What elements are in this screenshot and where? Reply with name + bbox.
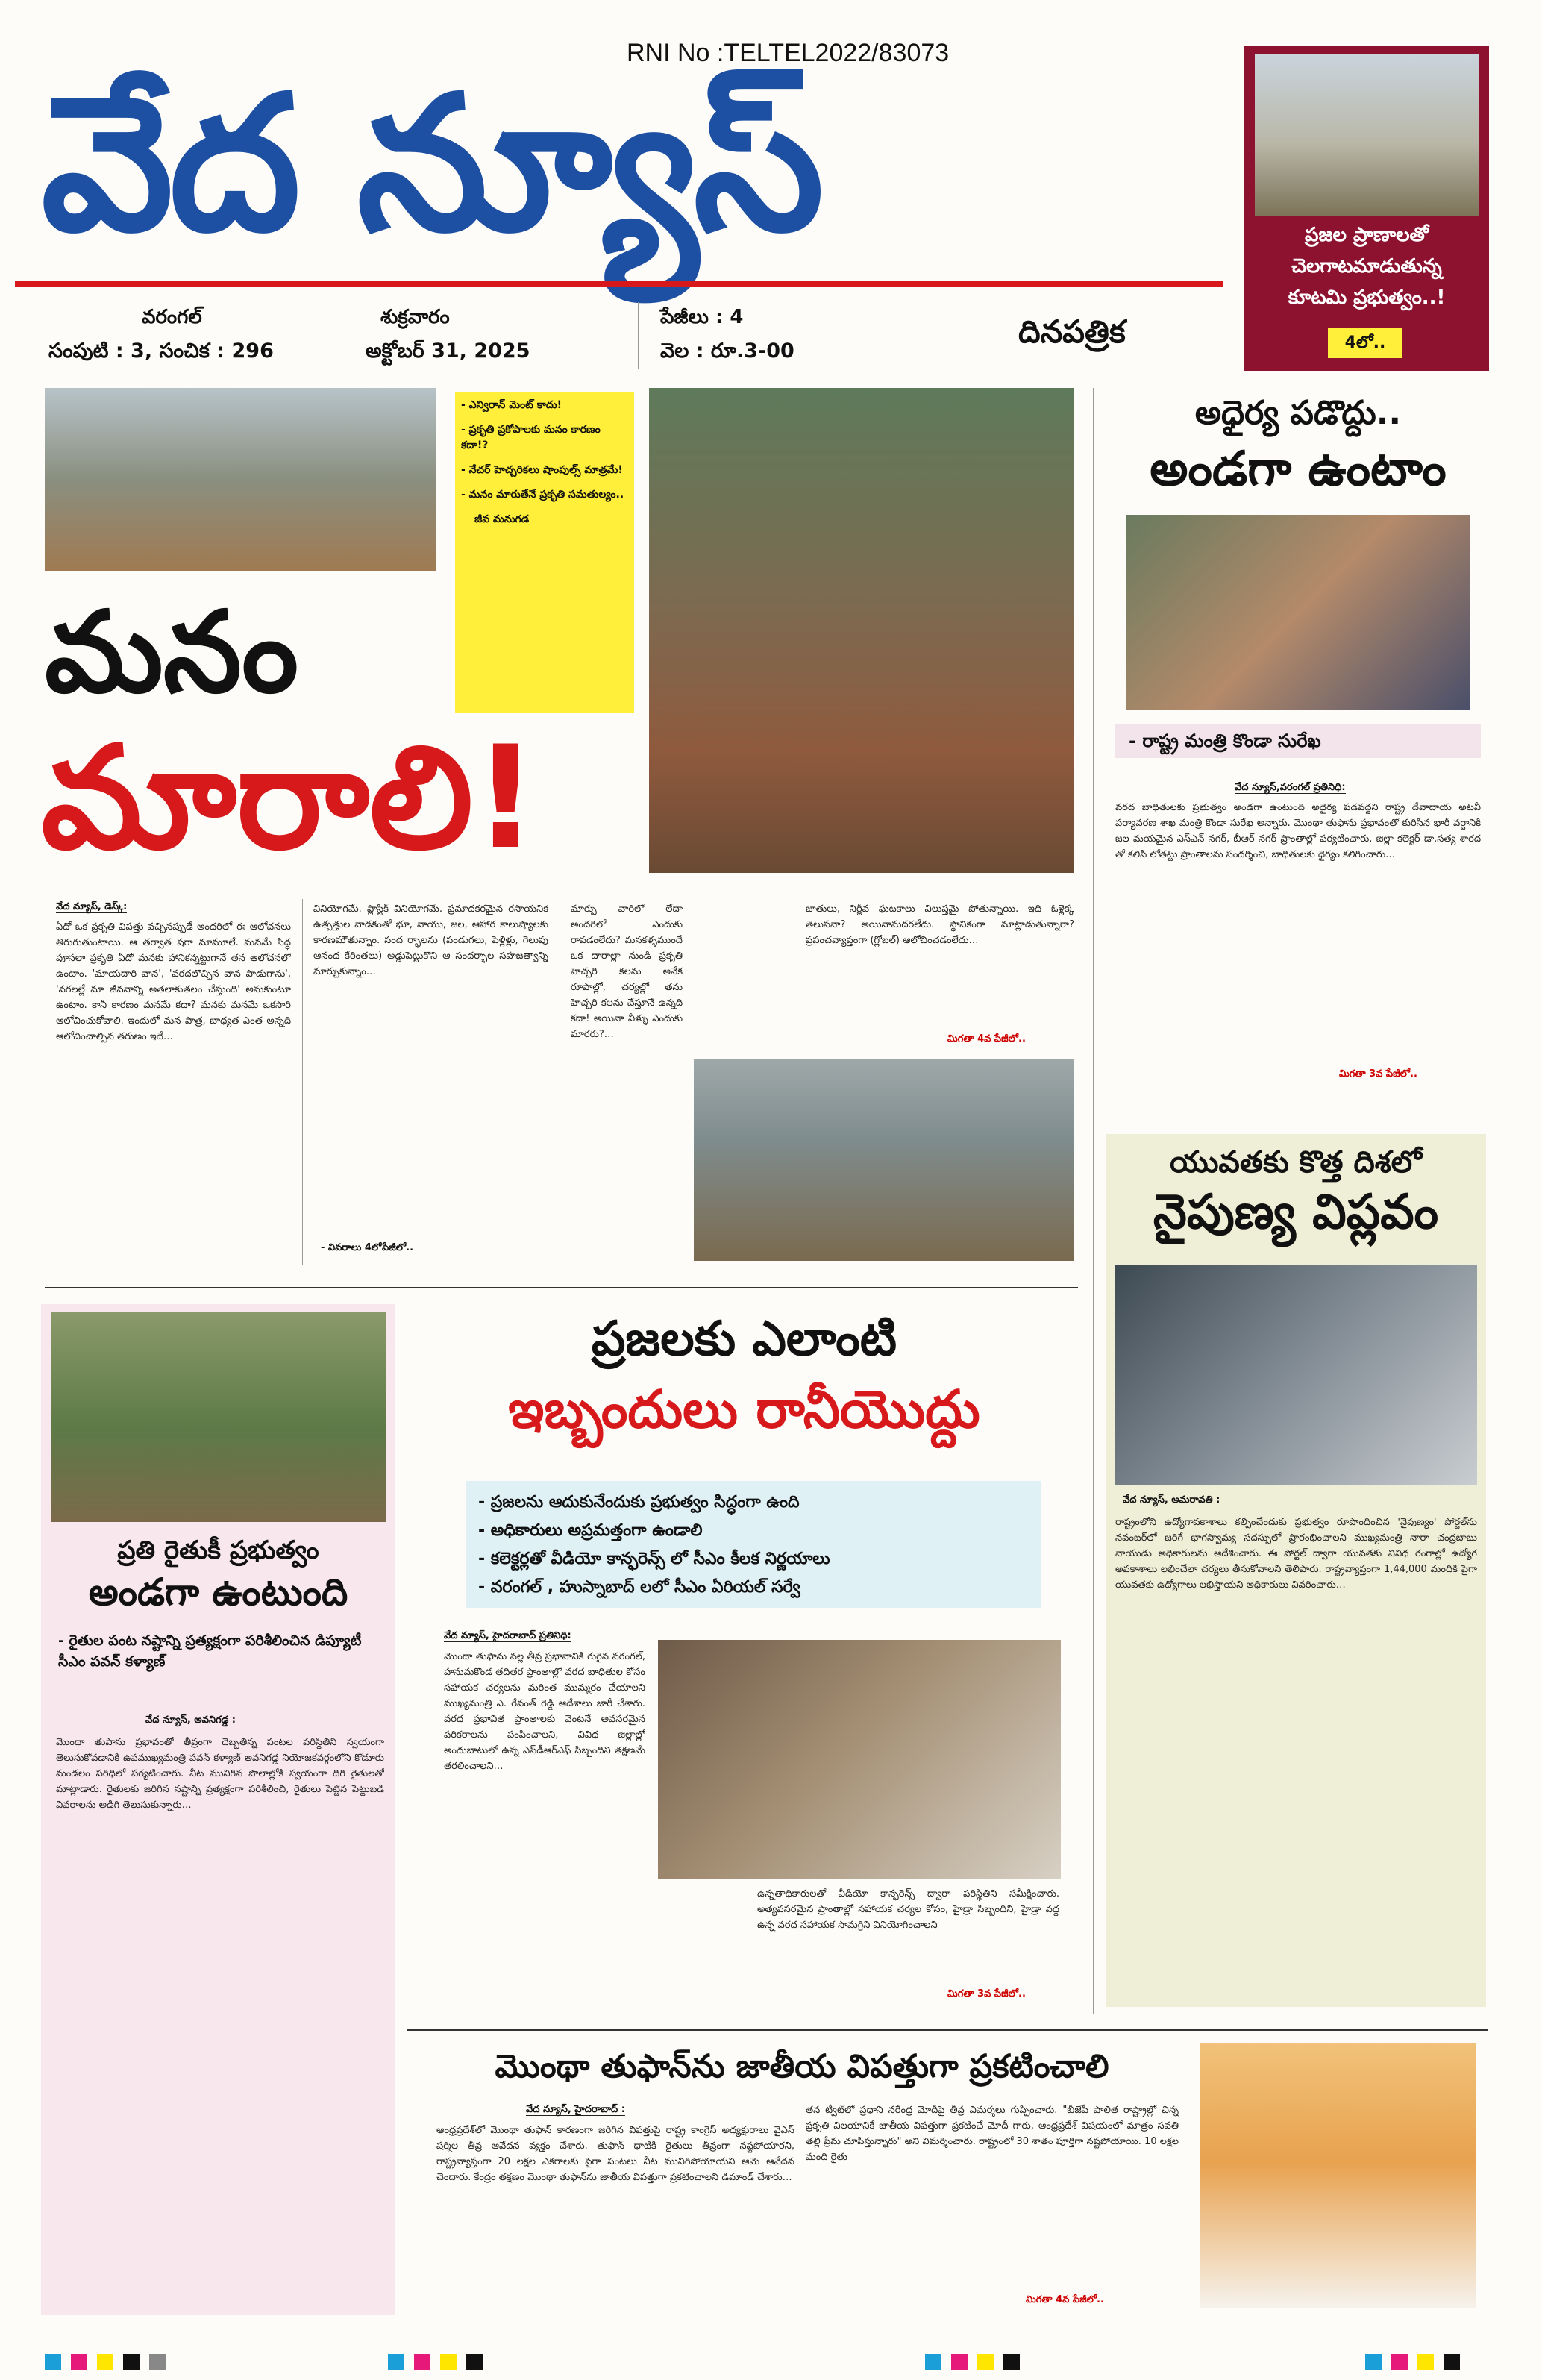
ear-caption-2: చెలగాటమాడుతున్న bbox=[1291, 255, 1442, 278]
registration-mark bbox=[149, 2354, 166, 2370]
registration-mark bbox=[97, 2354, 113, 2370]
registration-mark bbox=[1365, 2354, 1382, 2370]
registration-mark bbox=[71, 2354, 87, 2370]
sharmila-body: ఆంధ్రప్రదేశ్‌లో మొంథా తుఫాన్ కారణంగా జరిగిన విపత్తుపై రాష్ట్ర కాంగ్రెస్ అధ్యక్షురాలు వైఎస్ షర్మిల తీవ్ర ఆవేదన వ్యక్తం చేశారు. తుఫాన్ ధాటికి రైతులు తీవ్రంగా నష్టపోయారని, రాష్ట్రవ్యాప్తంగా 20 లక్షల ఎకరాలకు పైగా పంటలు నీట మునిగిపోయాయని ఆమె ఆవేదన చెందారు. కేంద్రం తక్షణం మొంథా తుఫాన్‌ను జాతీయ విపత్తుగా ప్రకటించాలని డిమాండ్ చేశారు… bbox=[436, 2125, 794, 2183]
lead-photo-flood-rescue bbox=[45, 388, 436, 571]
dateline-price: వెల : రూ.3-00 bbox=[660, 339, 794, 363]
registration-mark bbox=[466, 2354, 483, 2370]
registration-mark bbox=[45, 2354, 61, 2370]
lead-byline: వేద న్యూస్, డెస్క్: bbox=[56, 901, 128, 912]
lead-bullet: - ఎన్విరాన్ మెంట్ కాదు! bbox=[461, 399, 562, 411]
minister-body: వరద బాధితులకు ప్రభుత్వం అండగా ఉంటుంది అధైర్య పడవద్దని రాష్ట్ర దేవాదాయ అటవీ పర్యావరణ శాఖ మంత్రి కొండా సురేఖ అన్నారు. మొంథా తుఫాను ప్రభావంతో కురిసిన భారీ వర్షానికి జల మయమైన ఎస్ఎన్ నగర్, బీఆర్ నగర్ ప్రాంతాల్లో పర్యటించారు. జిల్లా కలెక్టర్ డా.సత్య శారద తో కలిసి లోతట్టు ప్రాంతాలను సందర్శించి, బాధితులకు ధైర్యం కలిగించారు… bbox=[1115, 802, 1481, 860]
skills-kicker: యువతకు కొత్త దిశలో bbox=[1170, 1145, 1422, 1180]
ear-caption-1: ప్రజల ప్రాణాలతో bbox=[1305, 224, 1429, 246]
sharmila-continued[interactable]: మిగతా 4వ పేజీలో.. bbox=[1026, 2294, 1104, 2305]
rni-number: RNI No :TELTEL2022/83073 bbox=[627, 39, 950, 67]
registration-mark bbox=[1391, 2354, 1408, 2370]
lead-bullet: - మనం మారుతేనే ప్రకృతి సమతుల్యం.. bbox=[461, 489, 624, 501]
cm-bullet: - అధికారులు అప్రమత్తంగా ఉండాలి bbox=[478, 1521, 703, 1540]
skills-byline: వేద న్యూస్, అమరావతి : bbox=[1123, 1494, 1220, 1506]
cm-body-right: ఉన్నతాధికారులతో వీడియో కాన్ఫరెన్స్ ద్వారా పరిస్థితిని సమీక్షించారు. అత్యవసరమైన ప్రాంతాల్లో సహాయక చర్యల కోసం, హైడ్రా సిబ్బందిని, హైడ్రా వద్ద ఉన్న వరద సహాయక సామగ్రిని వినియోగించాలని bbox=[757, 1888, 1059, 1931]
ear-photo bbox=[1255, 54, 1479, 216]
minister-continued[interactable]: మిగతా 3వ పేజీలో.. bbox=[1339, 1068, 1417, 1080]
skills-headline: నైపుణ్య విప్లవం bbox=[1153, 1185, 1439, 1240]
minister-caption: - రాష్ట్ర మంత్రి కొండా సురేఖ bbox=[1115, 724, 1481, 758]
lead-photo-rooftop bbox=[649, 388, 1074, 873]
cm-bullet: - వరంగల్ , హుస్నాబాద్ లలో సీఎం ఏరియల్ సర్వే bbox=[478, 1578, 800, 1597]
masthead-title: వేద న్యూస్ bbox=[41, 55, 820, 272]
registration-mark bbox=[123, 2354, 140, 2370]
registration-mark bbox=[977, 2354, 994, 2370]
lead-column-2-end: - వివరాలు 4లోపేజీలో.. bbox=[321, 1242, 414, 1253]
dateline-date: అక్టోబర్ 31, 2025 bbox=[366, 339, 530, 363]
cm-bullet: - కలెక్టర్లతో వీడియో కాన్ఫరెన్స్ లో సీఎం కీలక నిర్ణయాలు bbox=[478, 1550, 830, 1568]
lead-bullet: - నేచర్ హెచ్చరికలు షాంపుల్స్ మాత్రమే! bbox=[461, 464, 623, 476]
skills-photo bbox=[1115, 1265, 1477, 1485]
cm-headline-1: ప్రజలకు ఎలాంటి bbox=[591, 1312, 897, 1367]
cm-photo-meeting bbox=[658, 1640, 1061, 1879]
sharmila-headline: మొంథా తుఫాన్‌ను జాతీయ విపత్తుగా ప్రకటించాలి bbox=[495, 2048, 1109, 2085]
lead-headline-1: మనం bbox=[45, 588, 299, 718]
registration-mark bbox=[1444, 2354, 1460, 2370]
registration-mark bbox=[1003, 2354, 1020, 2370]
farmers-kicker: ప్రతి రైతుకీ ప్రభుత్వం bbox=[117, 1535, 319, 1565]
lead-photo-flooded-street bbox=[694, 1059, 1074, 1261]
dateline-city: వరంగల్ bbox=[142, 306, 202, 328]
sharmila-body-right: తన ట్వీట్‌లో ప్రధాని నరేంద్ర మోదీపై తీవ్ర విమర్శలు గుప్పించారు. "బీజేపీ పాలిత రాష్ట్రాల్లో చిన్న ప్రకృతి విలయానికే జాతీయ విపత్తుగా ప్రకటించే మోదీ గారు, ఆంధ్రప్రదేశ్ విషయంలో మాత్రం సవతి తల్లి ప్రేమ చూపిస్తున్నారు" అని విమర్శించారు. రాష్ట్రంలో 30 శాతం పూర్తిగా నష్టపోయాయి. 10 లక్షల మంది రైతు bbox=[806, 2105, 1179, 2163]
edition-type: దినపత్రిక bbox=[1018, 313, 1126, 350]
dateline-pages: పేజీలు : 4 bbox=[660, 306, 744, 328]
farmers-body: మొంథా తుపాను ప్రభావంతో తీవ్రంగా దెబ్బతిన్న పంటల పరిస్థితిని స్వయంగా తెలుసుకోవడానికి ఉపముఖ్యమంత్రి పవన్ కళ్యాణ్ అవనిగడ్డ నియోజకవర్గంలోని కోడూరు మండలం పరిధిలో పర్యటించారు. నీట మునిగిన పొలాల్లోకి స్వయంగా దిగి రైతులతో మాట్లాడారు. రైతులకు జరిగిన నష్టాన్ని ప్రత్యక్షంగా పరిశీలించి, రైతులు పెట్టిన పెట్టుబడి వివరాలను అడిగి తెలుసుకున్నారు… bbox=[56, 1737, 384, 1811]
cm-byline: వేద న్యూస్, హైదరాబాద్ ప్రతినిధి: bbox=[444, 1630, 571, 1641]
registration-mark bbox=[1417, 2354, 1434, 2370]
minister-byline: వేద న్యూస్,వరంగల్ ప్రతినిధి: bbox=[1235, 782, 1346, 793]
registration-mark bbox=[925, 2354, 941, 2370]
cm-continued[interactable]: మిగతా 3వ పేజీలో.. bbox=[947, 1988, 1026, 1999]
lead-bullet: - ప్రకృతి ప్రకోపాలకు మనం కారణం కదా!? bbox=[461, 424, 601, 451]
cm-body: మొంథా తుఫాను వల్ల తీవ్ర ప్రభావానికి గురైన వరంగల్, హనుమకొండ తదితర ప్రాంతాల్లో వరద బాధితుల కోసం సహాయక చర్యలను మరింత ముమ్మరం చేయాలని ముఖ్యమంత్రి ఎ. రేవంత్ రెడ్డి ఆదేశాలు జారీ చేశారు. వరద ప్రభావిత ప్రాంతాలకు వెంటనే అవసరమైన పరికరాలను పంపించాలని, వివిధ జిల్లాల్లో అందుబాటులో ఉన్న ఎస్‌డీఆర్‌ఎఫ్ సిబ్బందిని తక్షణమే తరలించాలని… bbox=[444, 1651, 645, 1772]
lead-headline-2: మారాలి! bbox=[41, 715, 538, 880]
registration-mark bbox=[388, 2354, 404, 2370]
cm-bullet-box bbox=[466, 1481, 1041, 1608]
registration-mark bbox=[440, 2354, 457, 2370]
registration-mark bbox=[414, 2354, 430, 2370]
sharmila-byline: వేద న్యూస్, హైదరాబాద్ : bbox=[526, 2104, 625, 2115]
minister-photo bbox=[1126, 515, 1470, 710]
masthead-rule bbox=[15, 281, 1223, 287]
minister-headline: అండగా ఉంటాం bbox=[1150, 442, 1447, 497]
lead-column-3: మార్పు వారిలో లేదా అందరిలో ఎందుకు రావడంలేదు? మనకళ్ళముందే ఒక దారాల్లా నుండి ప్రకృతి హెచ్చరి కలను అనేక రూపాల్లో, చర్యల్లో తను హెచ్చరి కలను చేస్తూనే ఉన్నది కదా! అయినా వీళ్ళు ఎందుకు మారరు?… bbox=[571, 904, 683, 1040]
lead-column-1: ఏదో ఒక ప్రకృతి విపత్తు వచ్చినప్పుడే అందరిలో ఈ ఆలోచనలు తిరుగుతుంటాయి. ఆ తర్వాత షరా మామూలే. మనమే సిద్ధ పూసలా ప్రకృతి ఏదో మనకు హానికన్నట్టుగానే తన ఆలోచనలో ఉంటాం. 'మాయదారి వాన', 'వరదలొచ్చిన వాన పాడుగాను', 'వగలల్లే మా జీవనాన్ని అతలాకుతలం చేస్తుంది' అనుకుంటూ ఉంటాం. కానీ కారణం మనమే కదా? మనకు మనమే ఒకసారి ఆలోచించుకోవాలి. ఇందులో మన పాత్ర, బాధ్యత ఎంత అన్నది ఆలోచించాల్సిన తరుణం ఇదే… bbox=[56, 921, 291, 1042]
ear-caption-3: కూటమి ప్రభుత్వం..! bbox=[1288, 286, 1446, 309]
farmers-caption: - రైతుల పంట నష్టాన్ని ప్రత్యక్షంగా పరిశీలించిన డిప్యూటీ సీఎం పవన్ కళ్యాణ్ bbox=[58, 1632, 362, 1670]
minister-kicker: అధైర్య పడొద్దు.. bbox=[1194, 394, 1402, 432]
registration-mark bbox=[951, 2354, 968, 2370]
lead-column-4: జాతులు, నిర్జీవ ఘటకాలు విలుప్తమై పోతున్నాయి. ఇది ఓళ్లెక్క తెలుసనా? అయినామదరలేదు. స్థానికంగా మాట్లాడుతున్నారా? ప్రపంచవ్యాప్తంగా (గ్లోబల్) ఆలోచించడంలేదు… bbox=[806, 904, 1074, 946]
lead-bullet-box bbox=[455, 392, 634, 713]
farmers-photo bbox=[51, 1312, 386, 1522]
lead-column-2: వినియోగమే. ప్లాస్టిక్ వినియోగమే. ప్రమాదకరమైన రసాయనిక ఉత్పత్తుల వాడకంతో భూ, వాయు, జల, ఆహార కాలుష్యాలకు కారణమౌతున్నాం. సంద ర్భాలను (పండుగలు, పెళ్లిళ్లు, గెలుపు ఆనంద కేరింతలు) అడ్డుపెట్టుకొని ఆ సందర్భాల సహజత్వాన్ని మార్చుకున్నాం… bbox=[313, 904, 548, 977]
lead-continued[interactable]: మిగతా 4వ పేజీలో.. bbox=[947, 1033, 1026, 1045]
farmers-byline: వేద న్యూస్, అవనిగడ్డ : bbox=[145, 1714, 236, 1726]
dateline-day: శుక్రవారం bbox=[380, 306, 450, 328]
farmers-headline: అండగా ఉంటుంది bbox=[88, 1571, 348, 1614]
sharmila-photo bbox=[1200, 2043, 1476, 2308]
lead-author: జీవ మనుగడ bbox=[474, 513, 530, 525]
dateline-volume: సంపుటి : 3, సంచిక : 296 bbox=[48, 339, 274, 363]
ear-page-ref[interactable]: 4లో.. bbox=[1328, 328, 1402, 358]
skills-body: రాష్ట్రంలోని ఉద్యోగావకాశాలు కల్పించేందుకు ప్రభుత్వం రూపొందించిన 'నైపుణ్యం' పోర్టల్‌ను నవంబర్‌లో జరిగే భాగస్వామ్య సదస్సులో ప్రారంభించాలని ముఖ్యమంత్రి నారా చంద్రబాబు నాయుడు అధికారులను ఆదేశించారు. ఈ పోర్టల్ ద్వారా యువతకు వివిధ రంగాల్లో ఉద్యోగ అవకాశాలు లభించేలా చర్యలు తీసుకోవాలని తెలిపారు. రాష్ట్రవ్యాప్తంగా 1,44,000 మందికి పైగా యువతకు ఉద్యోగాలు లభిస్తాయని అధికారులు వివరించారు… bbox=[1115, 1517, 1477, 1591]
cm-headline-2: ఇబ్బందులు రానీయొద్దు bbox=[508, 1379, 980, 1440]
cm-bullet: - ప్రజలను ఆదుకునేందుకు ప్రభుత్వం సిద్ధంగా ఉంది bbox=[478, 1493, 800, 1512]
